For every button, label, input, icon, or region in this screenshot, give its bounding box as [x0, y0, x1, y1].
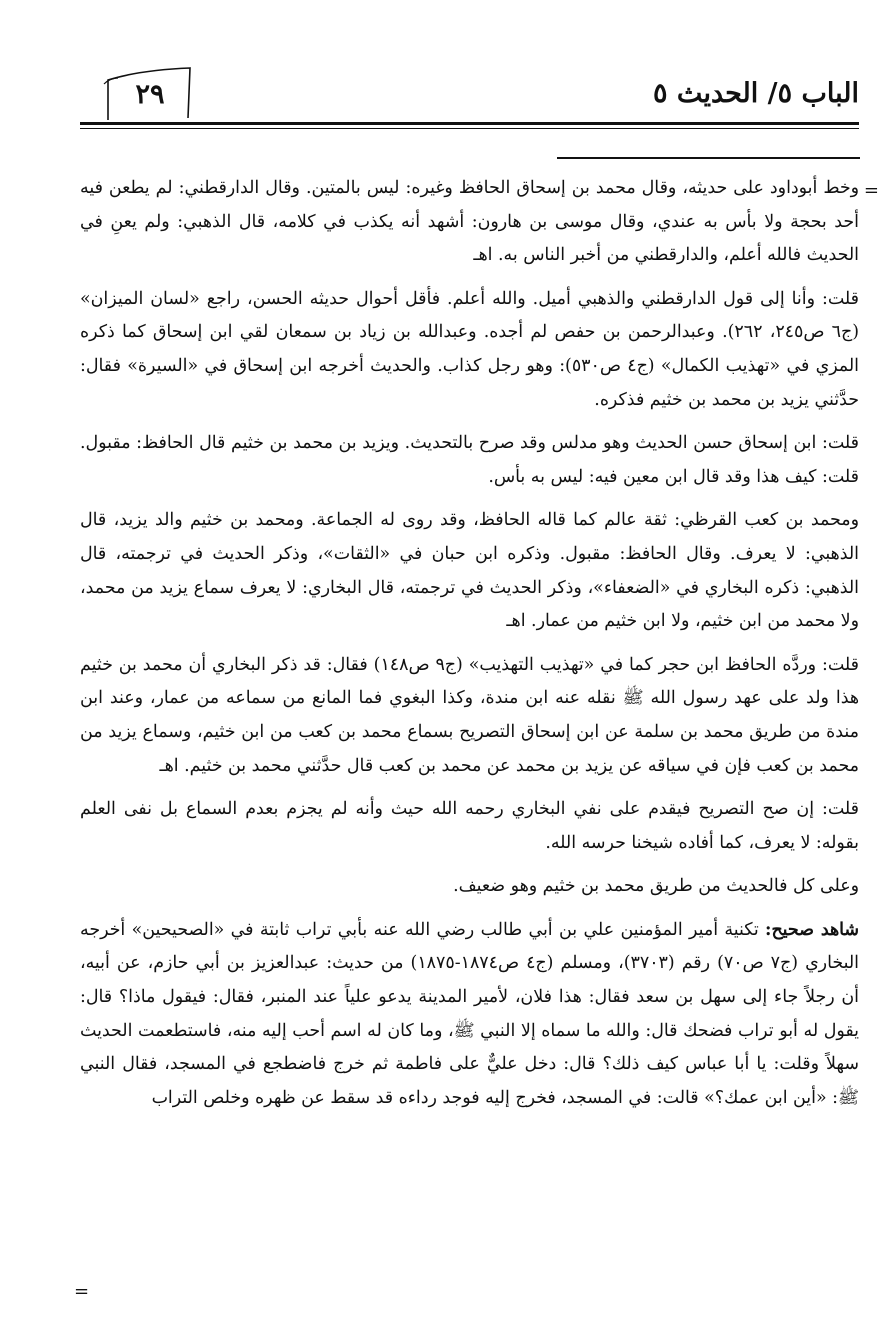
- paragraph-text: قلت: إن صح التصريح فيقدم على نفي البخاري رحمه الله حيث وأنه لم يجزم بعدم السماع بل نفى العلم بقوله: لا يعرف، كما أفاده شيخنا حرسه الله.: [80, 799, 859, 853]
- paragraph: [80, 870, 859, 904]
- paragraph-text: قلت: وردَّه الحافظ ابن حجر كما في «تهذيب التهذيب» (ج٩ ص١٤٨) فقال: قد ذكر البخاري أن محمد بن خثيم هذا ولد على عهد رسول الله ﷺ نقله عنه ابن مندة، وكذا البغوي فما المانع من سماعه من عمار، وعند ابن مندة من طريق محمد بن سلمة عن ابن إسحاق التصريح بسماع محمد بن كعب من ابن خثيم، وسماع يزيد من محمد بن كعب فإن في سياقه عن يزيد بن محمد عن محمد بن كعب قال حدَّثني محمد بن خثيم. اهـ: [80, 654, 859, 776]
- footnote-body: [80, 172, 859, 1125]
- paragraph-text: ومحمد بن كعب القرظي: ثقة عالم كما قاله الحافظ، وقد روى له الجماعة. ومحمد بن خثيم والد يزيد، قال الذهبي: لا يعرف. وقال الحافظ: مقبول. وذكره ابن حبان في «الثقات»، وذكر الحديث في ترجمته، قال الذهبي: ذكره البخاري في «الضعفاء»، وذكر الحديث في ترجمته، قال البخاري: لا يعرف سماع يزيد من محمد، ولا محمد من ابن خثيم، ولا ابن خثيم من عمار. اهـ: [80, 510, 859, 632]
- paragraph: [80, 283, 859, 417]
- paragraph: [80, 649, 859, 783]
- continuation-mark-top: =: [863, 180, 879, 201]
- page-number: ٢٩: [135, 79, 165, 110]
- paragraph-text: تكنية أمير المؤمنين علي بن أبي طالب رضي الله عنه بأبي تراب ثابتة في «الصحيحين» أخرجه البخاري (ج٧ ص٧٠) رقم (٣٧٠٣)، ومسلم (ج٤ ص١٨٧٤-١٨٧٥) من حديث: عبدالعزيز بن أبي حازم، عن أبيه، أن رجلاً جاء إلى سهل بن سعد فقال: هذا فلان، لأمير المدينة يدعو علياً عند المنبر، فقال: فيقول ماذا؟ قال: يقول له أبو تراب فضحك قال: والله ما سماه إلا النبي ﷺ، وما كان له اسم أحب إليه منه، فاستطعمت الحديث سهلاً وقلت: يا أبا عباس كيف ذلك؟ قال: دخل عليٌّ على فاطمة ثم خرج فاضطجع في المسجد، فقال النبي ﷺ: «أين ابن عمك؟» قالت: في المسجد، فخرج إليه فوجد رداءه قد سقط عن ظهره وخلص التراب: [80, 919, 859, 1108]
- paragraph-text: وخط أبوداود على حديثه، وقال محمد بن إسحاق الحافظ وغيره: ليس بالمتين. وقال الدارقطني: لم يطعن فيه أحد بحجة ولا بأس به عندي، وقال موسى بن هارون: أشهد أنه يكذب في كلامه، قال الذهبي: ولم يعنِ في الحديث فالله أعلم، والدارقطني من أخبر الناس به. اهـ: [80, 178, 859, 266]
- paragraph-text: قلت: ابن إسحاق حسن الحديث وهو مدلس وقد صرح بالتحديث. ويزيد بن محمد بن خثيم قال الحافظ: مقبول. قلت: كيف هذا وقد قال ابن معين فيه: ليس به بأس.: [80, 433, 859, 487]
- header-rule-thick: [80, 122, 859, 125]
- continuation-mark-bottom: =: [74, 1281, 90, 1302]
- paragraph: [80, 793, 859, 860]
- page-number-frame: [0, 0, 885, 140]
- paragraph: [80, 172, 859, 273]
- chapter-title: الباب ٥/ الحديث ٥: [653, 78, 859, 109]
- paragraph-lead: شاهد صحيح:: [765, 919, 859, 940]
- header-rule-thin: [80, 128, 859, 129]
- paragraph: [80, 427, 859, 494]
- footnote-separator: [557, 157, 860, 159]
- paragraph-text: وعلى كل فالحديث من طريق محمد بن خثيم وهو ضعيف.: [453, 876, 859, 897]
- paragraph: [80, 504, 859, 638]
- paragraph-text: قلت: وأنا إلى قول الدارقطني والذهبي أميل. والله أعلم. فأقل أحوال حديثه الحسن، راجع «لسان الميزان» (ج٦ ص٢٤٥، ٢٦٢). وعبدالرحمن بن حفص لم أجده. وعبدالله بن زياد بن سمعان لقي ابن إسحاق كما ذكره المزي في «تهذيب الكمال» (ج٤ ص٥٣٠): وهو رجل كذاب. والحديث أخرجه ابن إسحاق في «السيرة» فقال: حدَّثني يزيد بن محمد بن خثيم فذكره.: [80, 288, 859, 410]
- paragraph: [80, 914, 859, 1116]
